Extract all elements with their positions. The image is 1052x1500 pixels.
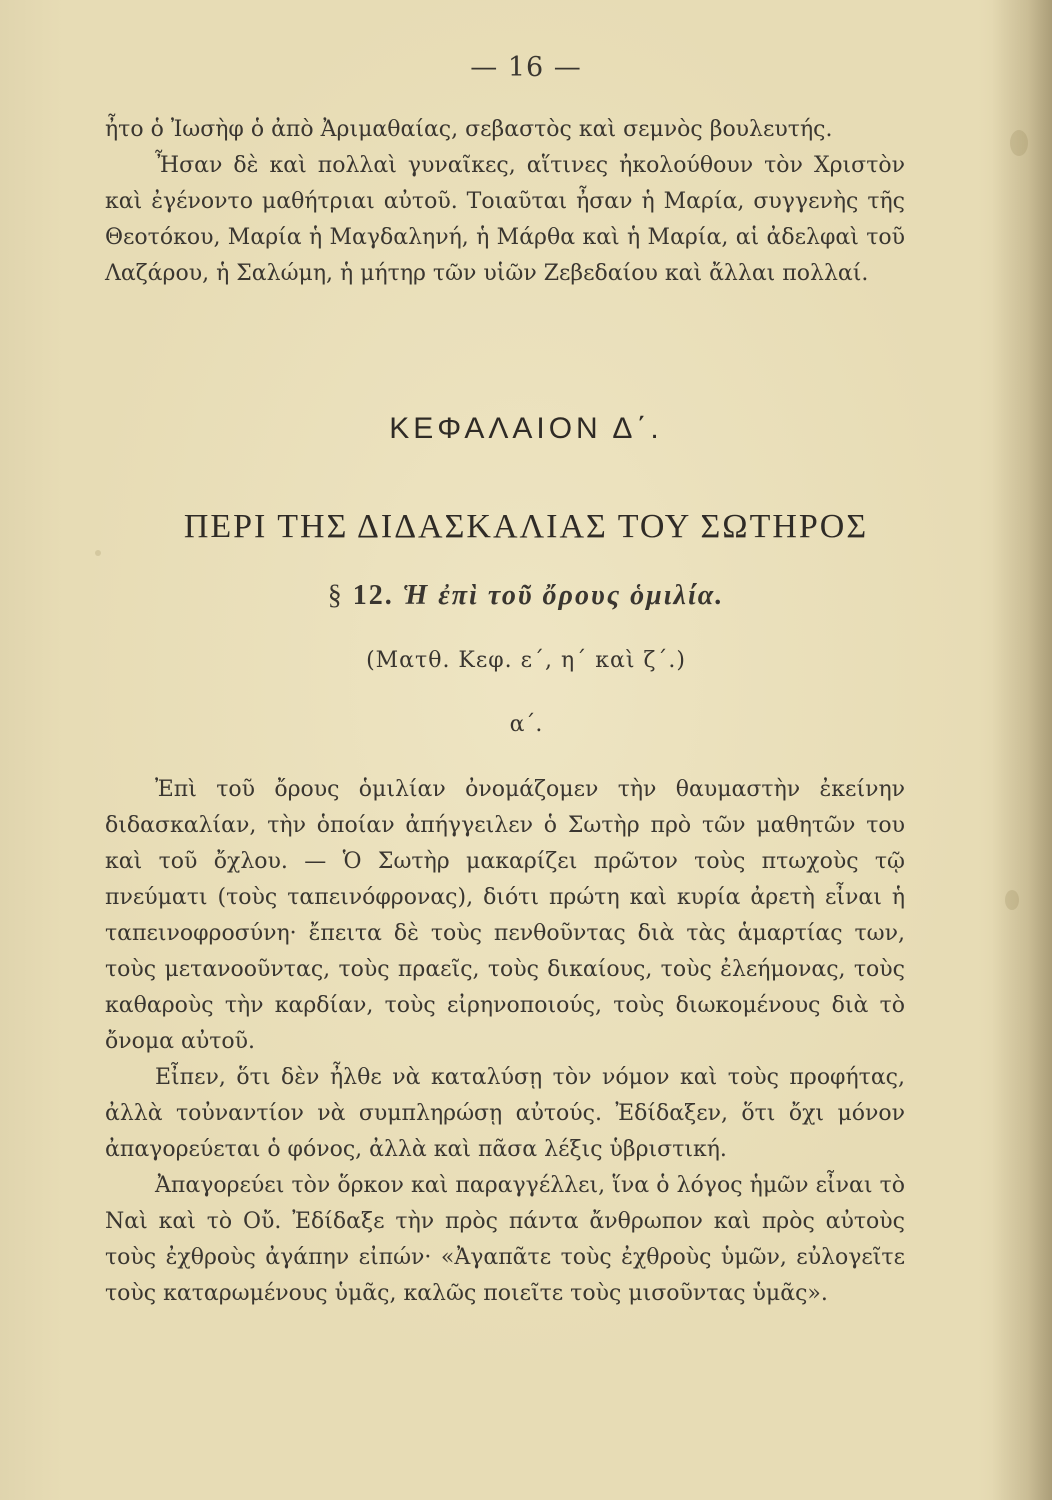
paragraph: Εἶπεν, ὅτι δὲν ἦλθε νὰ καταλύσῃ τὸν νόμον καὶ τοὺς προφήτας, ἀλλὰ τοὐναντίον νὰ συμπληρώσῃ αὐτούς. Ἐδίδαξεν, ὅτι ὄχι μόνον ἀπαγορεύεται ὁ φόνος, ἀλλὰ καὶ πᾶσα λέξις ὑβριστική. [105,1065,905,1162]
paper-stain [1005,890,1019,910]
page-number: — 16 — [470,52,582,83]
page-edge-shadow [992,0,1052,1500]
subsection-heading [0,580,1052,612]
top-text-block [105,112,905,292]
scripture-reference: (Ματθ. Κεφ. ε΄, η΄ καὶ ζ΄.) [366,648,686,673]
paragraph: Ἐπὶ τοῦ ὄρους ὁμιλίαν ὀνομάζομεν τὴν θαυμαστὴν ἐκείνην διδασκαλίαν, τὴν ὁποίαν ἀπήγγειλεν ὁ Σωτὴρ πρὸ τῶν μαθητῶν του καὶ τοῦ ὄχλου. — Ὁ Σωτὴρ μακαρίζει πρῶτον τοὺς πτωχοὺς τῷ πνεύματι (τοὺς ταπεινόφρονας), διότι πρώτη καὶ κυρία ἀρετὴ εἶναι ἡ ταπεινοφροσύνη· ἔπειτα δὲ τοὺς πενθοῦντας διὰ τὰς ἁμαρτίας των, τοὺς μετανοοῦντας, τοὺς πραεῖς, τοὺς δικαίους, τοὺς ἐλεήμονας, τοὺς καθαροὺς τὴν καρδίαν, τοὺς εἰρηνοποιούς, τοὺς διωκομένους διὰ τὸ ὄνομα αὐτοῦ. [105,777,905,1054]
section-symbol: § [327,580,344,611]
subsection-title: Ἡ ἐπὶ τοῦ ὄρους ὁμιλία. [402,580,725,611]
paper-stain [95,550,101,556]
body-text-block [105,772,905,1312]
section-title: ΠΕΡΙ ΤΗΣ ΔΙΔΑΣΚΑΛΙΑΣ ΤΟΥ ΣΩΤΗΡΟΣ [183,508,869,545]
part-label: α΄. [509,712,543,737]
paragraph: Ἀπαγορεύει τὸν ὅρκον καὶ παραγγέλλει, ἵνα ὁ λόγος ἡμῶν εἶναι τὸ Ναὶ καὶ τὸ Οὔ. Ἐδίδαξε τὴν πρὸς πάντα ἄνθρωπον καὶ πρὸς αὐτοὺς τοὺς ἐχθροὺς ἀγάπην εἰπών· «Ἀγαπᾶτε τοὺς ἐχθροὺς ὑμῶν, εὐλογεῖτε τοὺς καταρωμένους ὑμᾶς, καλῶς ποιεῖτε τοὺς μισοῦντας ὑμᾶς». [105,1173,905,1306]
paper-stain [1010,130,1028,156]
paragraph: Ἦσαν δὲ καὶ πολλαὶ γυναῖκες, αἵτινες ἠκολούθουν τὸν Χριστὸν καὶ ἐγένοντο μαθήτριαι αὐτοῦ. Τοιαῦται ἦσαν ἡ Μαρία, συγγενὴς τῆς Θεοτόκου, Μαρία ἡ Μαγδαληνή, ἡ Μάρθα καὶ ἡ Μαρία, αἱ ἀδελφαὶ τοῦ Λαζάρου, ἡ Σαλώμη, ἡ μήτηρ τῶν υἱῶν Ζεβεδαίου καὶ ἄλλαι πολλαί. [105,153,905,286]
subsection-number: 12. [352,580,394,611]
paragraph: ἦτο ὁ Ἰωσὴφ ὁ ἀπὸ Ἀριμαθαίας, σεβαστὸς καὶ σεμνὸς βουλευτής. [105,117,833,142]
chapter-title: ΚΕΦΑΛΑΙΟΝ Δ΄. [389,412,663,445]
